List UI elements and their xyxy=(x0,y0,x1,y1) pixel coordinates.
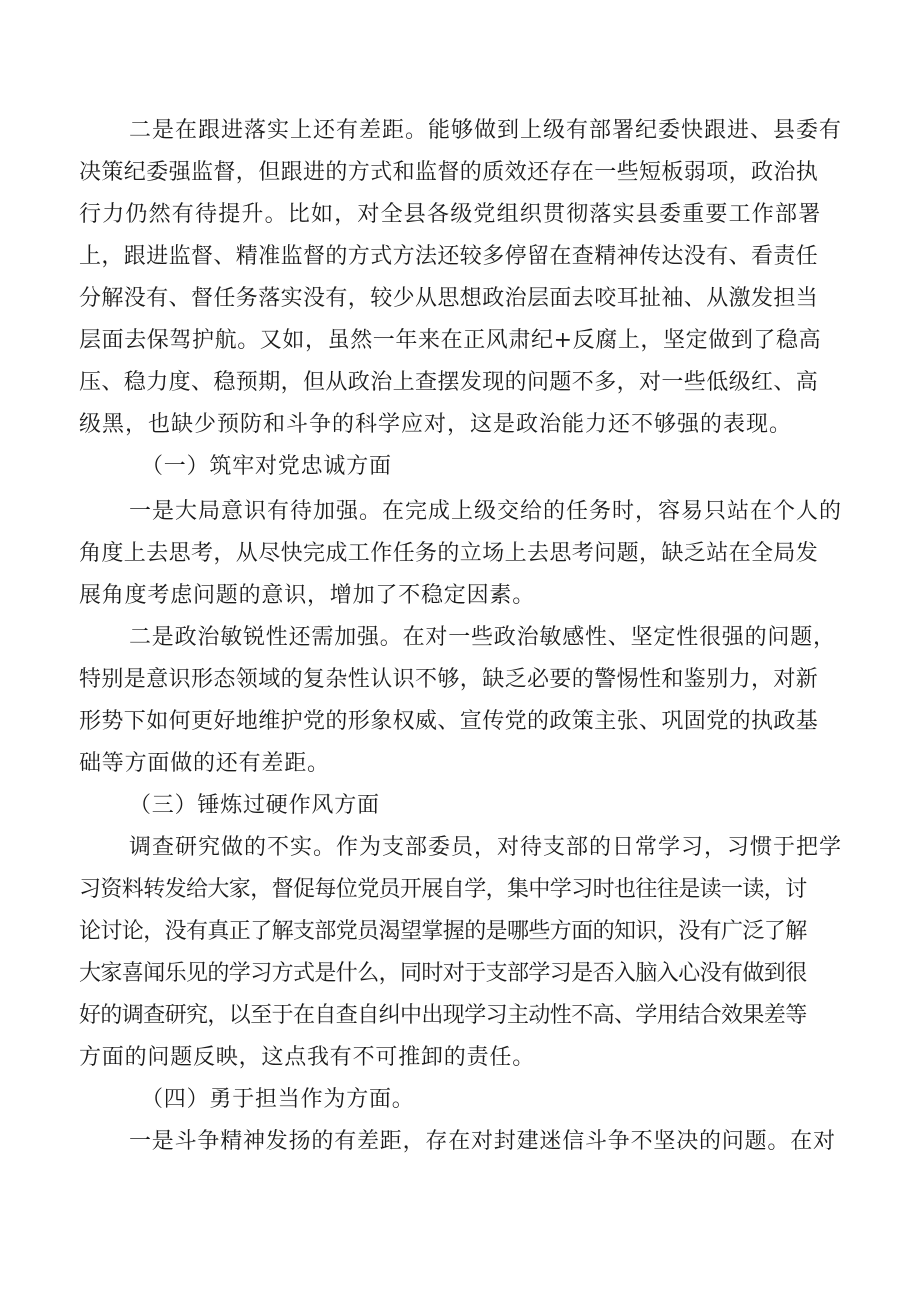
paragraph-line: 方面的问题反映，这点我有不可推卸的责任。 xyxy=(79,1045,536,1070)
paragraph-line: 大家喜闻乐见的学习方式是什么，同时对于支部学习是否入脑入心没有做到很 xyxy=(79,961,807,986)
paragraph-line: 决策纪委强监督，但跟进的方式和监督的质效还存在一些短板弱项，政治执 xyxy=(79,160,819,185)
paragraph-line: 调查研究做的不实。作为支部委员，对待支部的日常学习，习惯于把学 xyxy=(129,835,843,860)
paragraph-line: 论讨论，没有真正了解支部党员渴望掌握的是哪些方面的知识，没有广泛了解 xyxy=(79,919,807,944)
paragraph-line: 习资料转发给大家，督促每位党员开展自学，集中学习时也往往是读一读，讨 xyxy=(79,877,807,902)
paragraph-line: 一是大局意识有待加强。在完成上级交给的任务时，容易只站在个人的 xyxy=(129,499,843,524)
paragraph-line: 二是政治敏锐性还需加强。在对一些政治敏感性、坚定性很强的问题， xyxy=(129,625,836,650)
paragraph-line: 形势下如何更好地维护党的形象权威、宣传党的政策主张、巩固党的执政基 xyxy=(79,709,819,734)
paragraph-line: 特别是意识形态领域的复杂性认识不够，缺乏必要的警惕性和鉴别力，对新 xyxy=(79,667,819,692)
paragraph-line: 二是在跟进落实上还有差距。能够做到上级有部署纪委快跟进、县委有 xyxy=(129,118,843,143)
paragraph-line: 上，跟进监督、精准监督的方式方法还较多停留在查精神传达没有、看责任 xyxy=(79,244,819,269)
paragraph-line: 行力仍然有待提升。比如，对全县各级党组织贯彻落实县委重要工作部署 xyxy=(79,202,822,227)
section-heading: （四）勇于担当作为方面。 xyxy=(141,1087,415,1112)
paragraph-line: 一是斗争精神发扬的有差距，存在对封建迷信斗争不坚决的问题。在对 xyxy=(129,1129,836,1154)
section-heading: （一）筑牢对党忠诚方面 xyxy=(141,454,392,479)
paragraph-line: 分解没有、督任务落实没有，较少从思想政治层面去咬耳扯袖、从激发担当 xyxy=(79,286,819,311)
paragraph-line: 层面去保驾护航。又如，虽然一年来在正风肃纪+反腐上，坚定做到了稳高 xyxy=(79,328,822,353)
paragraph-line: 角度上去思考，从尽快完成工作任务的立场上去思考问题，缺乏站在全局发 xyxy=(79,541,819,566)
paragraph-line: 压、稳力度、稳预期，但从政治上查摆发现的问题不多，对一些低级红、高 xyxy=(79,370,819,395)
paragraph-line: 础等方面做的还有差距。 xyxy=(79,751,330,776)
paragraph-line: 展角度考虑问题的意识，增加了不稳定因素。 xyxy=(79,583,536,608)
paragraph-line: 好的调查研究，以至于在自查自纠中出现学习主动性不高、学用结合效果差等 xyxy=(79,1003,807,1028)
paragraph-line: 级黑，也缺少预防和斗争的科学应对，这是政治能力还不够强的表现。 xyxy=(79,412,793,437)
section-heading: （三）锤炼过硬作风方面 xyxy=(129,793,380,818)
